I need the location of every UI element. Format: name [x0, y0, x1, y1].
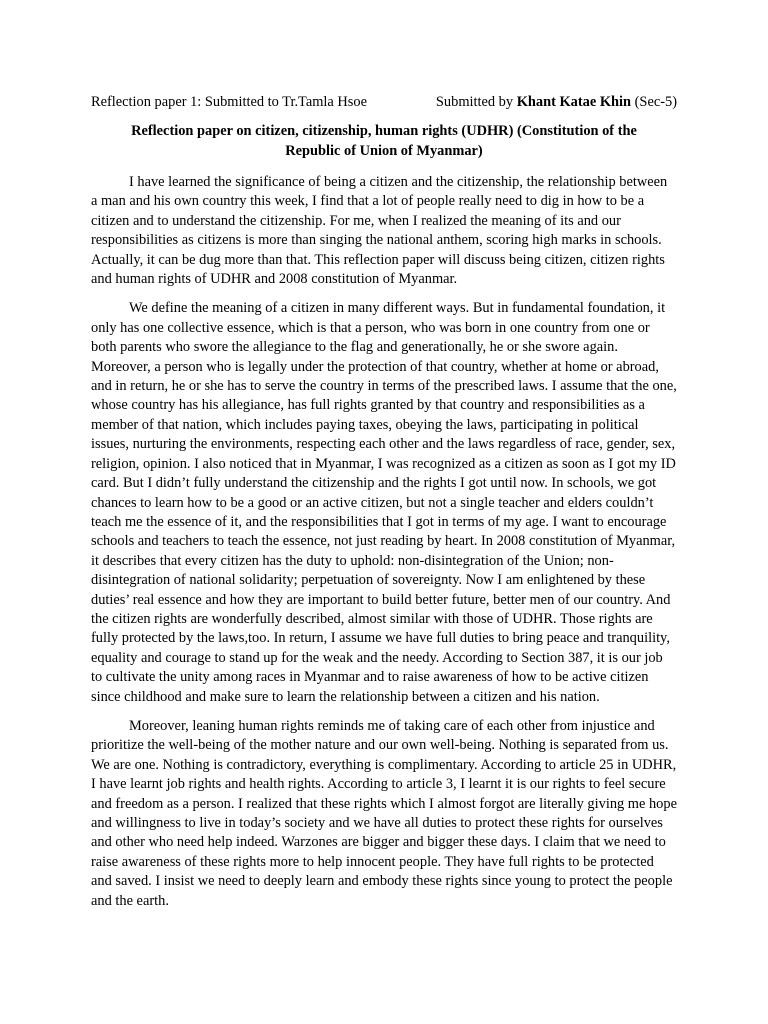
- paragraph-3: Moreover, leaning human rights reminds me of taking care of each other from injustice and prioritize the well-being of the mother nature and our own well-being. Nothing is separated from us. We are one. Nothing is contradictory, everything is complimentary. According to article 25 in UDHR, I have learnt job rights and health rights. According to article 3, I learnt it is our rights to feel secure and freedom as a person. I realized that these rights which I almost forgot are literally giving me hope and willingness to live in today’s society and we have all duties to protect these rights for ourselves and other who need help indeed. Warzones are bigger and bigger these days. I claim that we need to raise awareness of these rights more to help innocent people. They have full rights to be protected and saved. I insist we need to deeply learn and embody these rights since young to protect the people and the earth.: [91, 717, 677, 909]
- title-line-1: Reflection paper on citizen, citizenship, human rights (UDHR) (Constitution of the: [131, 123, 637, 139]
- author-section: (Sec-5): [631, 94, 677, 110]
- submitted-by-label: Submitted by: [435, 94, 517, 110]
- author-info: [436, 93, 677, 112]
- author-name: Khant Katae Khin: [516, 94, 632, 110]
- submission-info: Reflection paper 1: Submitted to Tr.Tamla Hsoe: [91, 94, 367, 110]
- paragraph-2: We define the meaning of a citizen in many different ways. But in fundamental foundation, it only has one collective essence, which is that a person, who was born in one country from one or both parents who swore the allegiance to the flag and generationally, he or she swore again. Moreover, a person who is legally under the protection of that country, whether at home or abroad, and in return, he or she has to serve the country in terms of the prescribed laws. I assume that the one, whose country has his allegiance, has full rights granted by that country and responsibilities as a member of that nation, which includes paying taxes, obeying the laws, participating in political issues, nurturing the environments, respecting each other and the laws regardless of race, gender, sex, religion, opinion. I also noticed that in Myanmar, I was recognized as a citizen as soon as I got my ID card. But I didn’t fully understand the citizenship and the rights I got until now. In schools, we got chances to learn how to be a good or an active citizen, but not a single teacher and elders couldn’t teach me the essence of it, and the responsibilities that I got in terms of my age. I want to encourage schools and teachers to teach the essence, not just reading by heart. In 2008 constitution of Myanmar, it describes that every citizen has the duty to uphold: non-disintegration of the Union; non-disintegration of national solidarity; perpetuation of sovereignty. Now I am enlightened by these duties’ real essence and how they are important to build better future, better men of our country. And the citizen rights are wonderfully described, almost similar with those of UDHR. Those rights are fully protected by the laws,too. In return, I assume we have full duties to bring peace and tranquility, equality and courage to stand up for the weak and the needy. According to Section 387, it is our job to cultivate the unity among races in Myanmar and to raise awareness of how to be active citizen since childhood and make sure to learn the relationship between a citizen and his nation.: [91, 300, 677, 705]
- document-header: [91, 93, 677, 112]
- title-line-2: Republic of Union of Myanmar): [285, 142, 483, 159]
- document-title: [91, 122, 677, 161]
- paragraph-1: I have learned the significance of being a citizen and the citizenship, the relationship between a man and his own country this week, I find that a lot of people really need to dig in how to be a citizen and to understand the citizenship. For me, when I realized the meaning of its and our responsibilities as citizens is more than singing the national anthem, scoring high marks in schools. Actually, it can be dug more than that. This reflection paper will discuss being citizen, citizen rights and human rights of UDHR and 2008 constitution of Myanmar.: [91, 174, 668, 288]
